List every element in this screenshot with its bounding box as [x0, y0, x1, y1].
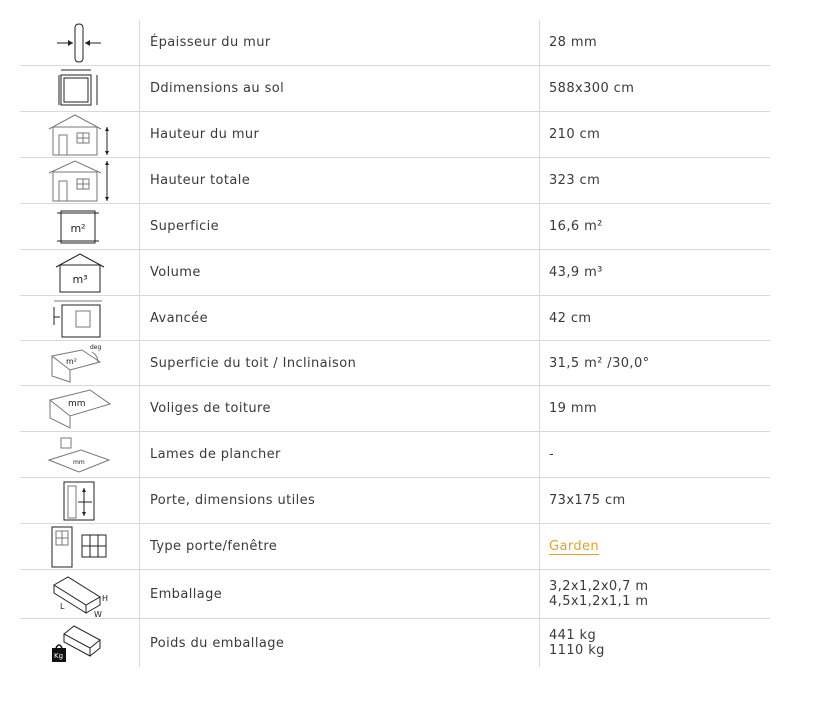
spec-value [540, 619, 770, 667]
spec-value [540, 341, 770, 385]
spec-row-floor-boards [20, 432, 770, 478]
spec-label: Porte, dimensions utiles [140, 478, 540, 523]
spec-row-total-height [20, 158, 770, 204]
icon-label: m³ [71, 272, 88, 286]
spec-value [540, 20, 770, 65]
spec-value [540, 158, 770, 203]
spec-label: Type porte/fenêtre [140, 524, 540, 569]
spec-label: Avancée [140, 296, 540, 340]
spec-value [540, 66, 770, 111]
spec-value-text: 42 cm [549, 310, 592, 326]
spec-row-wall-thickness [20, 20, 770, 66]
spec-row-door-dimensions [20, 478, 770, 524]
spec-value [540, 250, 770, 295]
spec-value-line: 1110 kg [549, 643, 605, 658]
spec-label: Superficie [140, 204, 540, 249]
package-dimensions-icon [20, 570, 140, 618]
spec-label: Emballage [140, 570, 540, 618]
spec-label: Poids du emballage [140, 619, 540, 667]
spec-row-wall-height [20, 112, 770, 158]
spec-label: Ddimensions au sol [140, 66, 540, 111]
icon-label-l: L [59, 602, 64, 611]
icon-label: m² [65, 357, 77, 366]
door-window-type-icon [20, 524, 140, 569]
spec-value [540, 386, 770, 431]
spec-value-text: 73x175 cm [549, 493, 626, 508]
spec-value-text: 31,5 m² /30,0° [549, 355, 650, 371]
spec-value-text: 43,9 m³ [549, 265, 603, 280]
icon-label: mm [72, 458, 85, 466]
spec-value-line: 3,2x1,2x0,7 m [549, 579, 649, 594]
spec-label: Épaisseur du mur [140, 20, 540, 65]
spec-row-overhang [20, 296, 770, 341]
spec-row-door-window-type [20, 524, 770, 570]
surface-m2-icon [20, 204, 140, 249]
spec-row-volume [20, 250, 770, 296]
spec-label: Hauteur du mur [140, 112, 540, 157]
spec-value [540, 204, 770, 249]
spec-value [540, 112, 770, 157]
spec-row-package-weight [20, 619, 770, 667]
icon-label: mm [67, 398, 86, 409]
spec-value-text: 323 cm [549, 173, 601, 188]
total-height-icon [20, 158, 140, 203]
icon-label-w: W [93, 610, 102, 617]
spec-row-roof-area-slope [20, 341, 770, 386]
spec-label: Superficie du toit / Inclinaison [140, 341, 540, 385]
spec-value-text: 19 mm [549, 401, 598, 416]
spec-row-roof-boards [20, 386, 770, 432]
roof-area-slope-icon [20, 341, 140, 385]
overhang-icon [20, 296, 140, 340]
package-weight-icon [20, 619, 140, 667]
spec-value-text: 16,6 m² [549, 219, 603, 234]
floor-boards-icon [20, 432, 140, 477]
icon-label-h: H [101, 594, 108, 603]
specifications-table [20, 20, 770, 667]
door-dimensions-icon [20, 478, 140, 523]
spec-row-package [20, 570, 770, 619]
roof-boards-icon [20, 386, 140, 431]
spec-label: Volume [140, 250, 540, 295]
spec-value-text: 28 mm [549, 35, 598, 50]
spec-value-text: - [549, 447, 555, 462]
spec-label: Lames de plancher [140, 432, 540, 477]
volume-m3-icon [20, 250, 140, 295]
floor-dimensions-icon [20, 66, 140, 111]
icon-label: m² [69, 221, 86, 235]
door-window-type-link[interactable]: Garden [549, 539, 600, 554]
spec-value-line: 4,5x1,2x1,1 m [549, 594, 649, 609]
spec-value-text: 588x300 cm [549, 81, 635, 96]
spec-label: Hauteur totale [140, 158, 540, 203]
spec-row-surface [20, 204, 770, 250]
spec-value-line: 441 kg [549, 628, 597, 643]
icon-label: Kg [53, 652, 63, 660]
spec-row-floor-dimensions [20, 66, 770, 112]
spec-value [540, 432, 770, 477]
spec-value [540, 478, 770, 523]
spec-value [540, 296, 770, 340]
wall-height-icon [20, 112, 140, 157]
icon-label-deg: deg [89, 344, 101, 351]
spec-value [540, 570, 770, 618]
spec-value [540, 524, 770, 569]
spec-label: Voliges de toiture [140, 386, 540, 431]
wall-thickness-icon [20, 20, 140, 65]
spec-value-text: 210 cm [549, 127, 601, 142]
